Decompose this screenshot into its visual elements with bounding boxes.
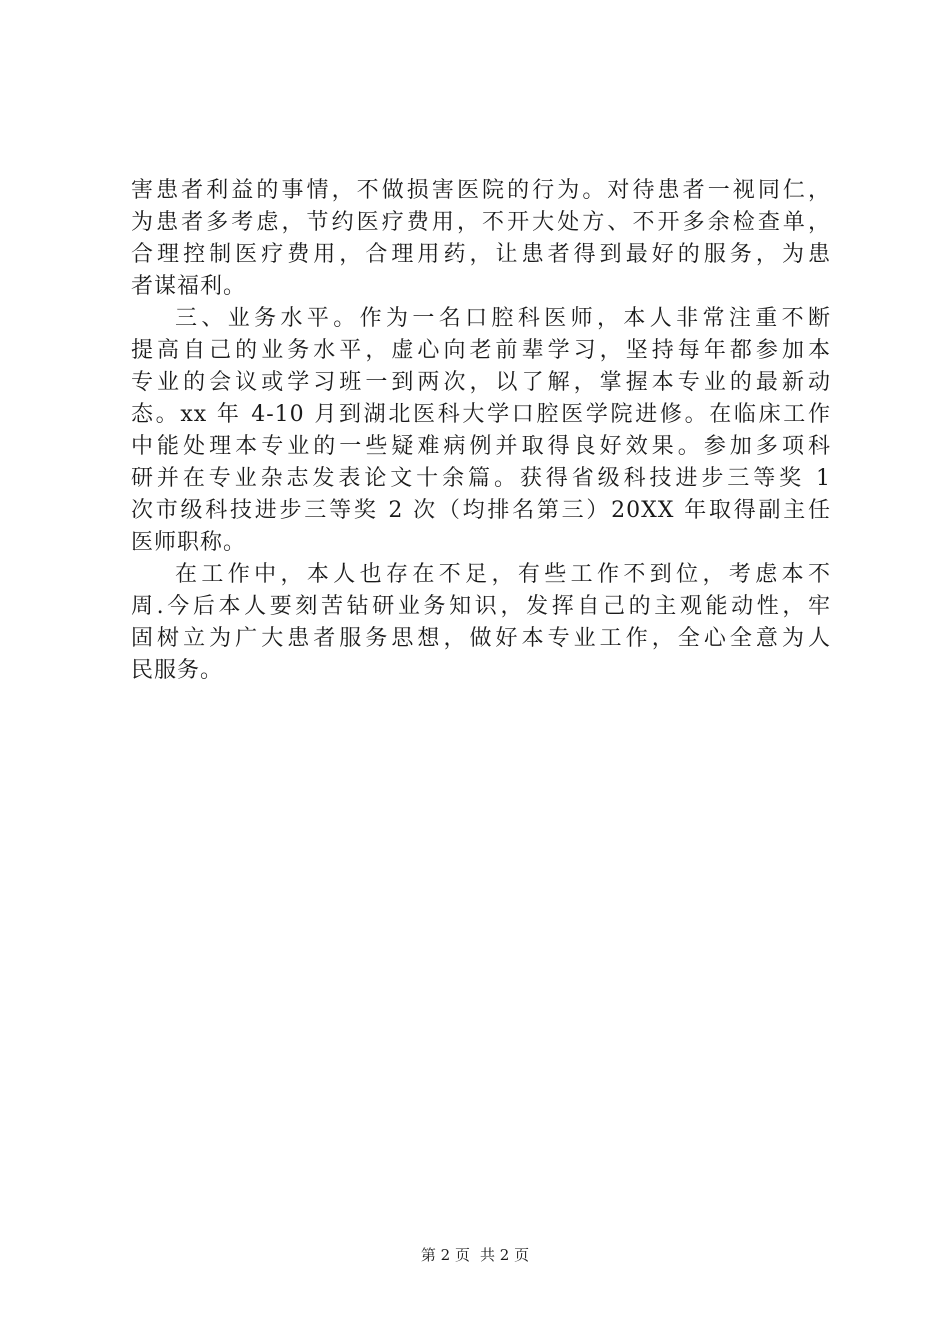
page-total: 共 2 页 (480, 1246, 530, 1264)
paragraph-2-line-8: 医师职称。 (131, 530, 247, 555)
paragraph-3-line-1: 在工作中，本人也存在不足，有些工作不到位，考虑本不 (175, 562, 831, 587)
page-number: 第 2 页 (420, 1246, 470, 1264)
paragraph-2-line-6: 研并在专业杂志发表论文十余篇。获得省级科技进步三等奖 1 (131, 466, 831, 491)
paragraph-1-line-2: 为患者多考虑，节约医疗费用，不开大处方、不开多余检查单， (131, 210, 831, 235)
document-body (131, 175, 831, 687)
paragraph-1-line-4: 者谋福利。 (131, 274, 247, 299)
paragraph-2-line-4: 态。xx 年 4-10 月到湖北医科大学口腔医学院进修。在临床工作 (131, 402, 831, 427)
paragraph-2-line-5: 中能处理本专业的一些疑难病例并取得良好效果。参加多项科 (131, 434, 831, 459)
paragraph-2-line-1: 三、业务水平。作为一名口腔科医师，本人非常注重不断 (175, 306, 831, 331)
paragraph-2-line-3: 专业的会议或学习班一到两次，以了解，掌握本专业的最新动 (131, 370, 831, 395)
page-footer (0, 1245, 950, 1265)
paragraph-3-line-3: 固树立为广大患者服务思想，做好本专业工作，全心全意为人 (131, 626, 831, 651)
paragraph-2-line-2: 提高自己的业务水平，虚心向老前辈学习，坚持每年都参加本 (131, 338, 831, 363)
paragraph-2-line-7: 次市级科技进步三等奖 2 次（均排名第三）20XX 年取得副主任 (131, 498, 831, 523)
paragraph-1-line-1: 害患者利益的事情，不做损害医院的行为。对待患者一视同仁， (131, 178, 831, 203)
paragraph-1-line-3: 合理控制医疗费用，合理用药，让患者得到最好的服务，为患 (131, 242, 831, 267)
paragraph-3-line-4: 民服务。 (131, 658, 224, 683)
paragraph-3-line-2: 周.今后本人要刻苦钻研业务知识，发挥自己的主观能动性，牢 (131, 594, 831, 619)
